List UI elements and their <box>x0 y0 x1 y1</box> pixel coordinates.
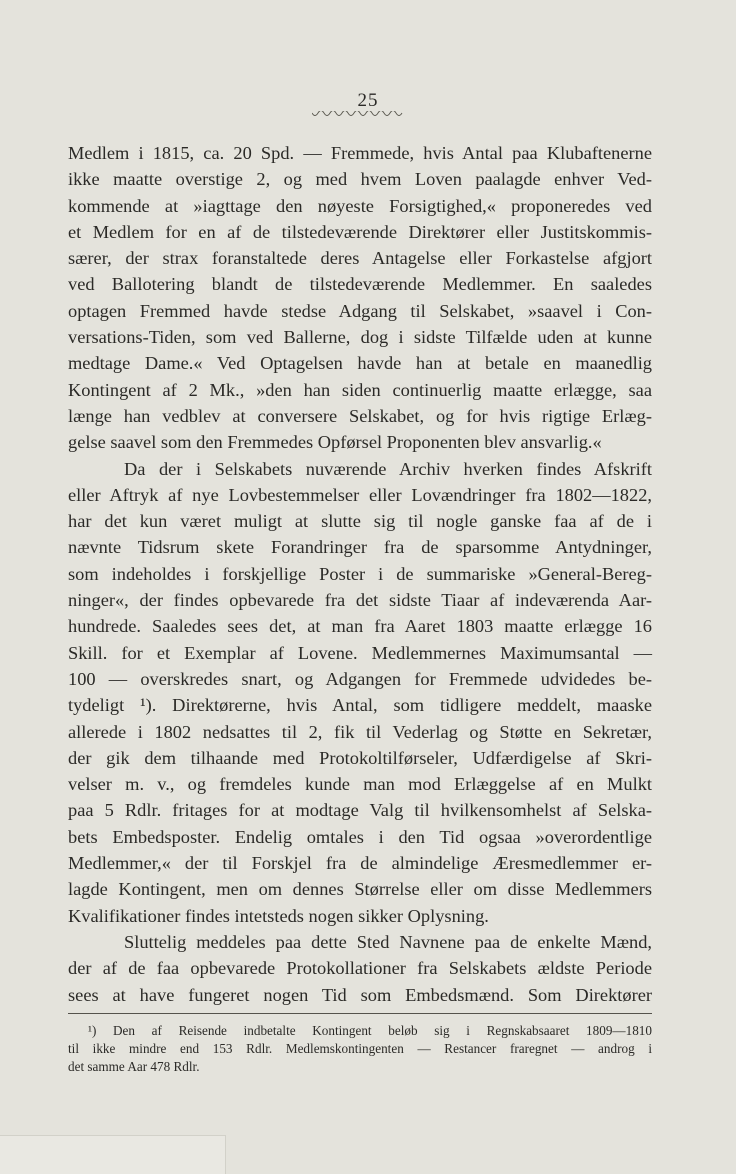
footnote-divider <box>68 1013 652 1014</box>
footnote-line: til ikke mindre end 153 Rdlr. Medlemskontingenten — Restancer fraregnet — androg i <box>68 1041 652 1056</box>
text-line: paa 5 Rdlr. fritages for at modtage Valg til hvilkensomhelst af Selska- <box>68 800 652 821</box>
paper-edge-mark <box>0 1135 226 1174</box>
page-number: 25 <box>357 90 379 111</box>
text-line: Da der i Selskabets nuværende Archiv hverken findes Afskrift <box>124 458 652 479</box>
text-line: gelse saavel som den Fremmedes Opførsel Proponenten blev ansvarlig.« <box>68 432 602 453</box>
footnote-line: det samme Aar 478 Rdlr. <box>68 1059 200 1074</box>
text-line: Sluttelig meddeles paa dette Sted Navnene paa de enkelte Mænd, <box>124 931 652 952</box>
text-line: Kvalifikationer findes intetsteds nogen sikker Oplysning. <box>68 905 489 926</box>
text-line: ved Ballotering blandt de tilstedeværende Medlemmer. En saaledes <box>68 274 652 295</box>
text-line: eller Aftryk af nye Lovbestemmelser eller Lovændringer fra 1802—1822, <box>68 484 652 505</box>
text-line: ikke maatte overstige 2, og med hvem Loven paalagde enhver Ved- <box>68 169 652 190</box>
text-line: versations-Tiden, som ved Ballerne, dog i sidste Tilfælde uden at kunne <box>68 327 652 348</box>
text-line: bets Embedsposter. Endelig omtales i den Tid ogsaa »overordentlige <box>68 826 652 847</box>
paragraph-2 <box>68 456 652 929</box>
text-line: der gik dem tilhaande med Protokoltilførseler, Udfærdigelse af Skri- <box>68 747 652 768</box>
text-line: medtage Dame.« Ved Optagelsen havde han at betale en maanedlig <box>68 353 652 374</box>
text-line: velser m. v., og fremdeles kunde man mod Erlæggelse af en Mulkt <box>68 774 652 795</box>
text-line: optagen Fremmed havde stedse Adgang til Selskabet, »saavel i Con- <box>68 300 652 321</box>
text-line: Skill. for et Exemplar af Lovene. Medlemmernes Maximumsantal — <box>68 642 652 663</box>
text-line: Kontingent af 2 Mk., »den han siden continuerlig maatte erlægge, saa <box>68 379 652 400</box>
text-line: hundrede. Saaledes sees det, at man fra Aaret 1803 maatte erlægge 16 <box>68 616 652 637</box>
text-line: tydeligt ¹). Direktørerne, hvis Antal, som tidligere meddelt, maaske <box>68 695 652 716</box>
footnote-line: ¹) Den af Reisende indbetalte Kontingent beløb sig i Regnskabsaaret 1809—1810 <box>88 1023 652 1038</box>
text-line: har det kun været muligt at slutte sig til nogle ganske faa af de i <box>68 511 652 532</box>
text-line: et Medlem for en af de tilstedeværende Direktører eller Justitskommis- <box>68 221 652 242</box>
text-line: 100 — overskredes snart, og Adgangen for Fremmede udvidedes be- <box>68 668 652 689</box>
wavy-ornament <box>312 111 404 119</box>
paragraph-3 <box>68 929 652 1008</box>
text-line: lagde Kontingent, men om dennes Størrelse eller om disse Medlemmers <box>68 879 652 900</box>
text-line: Medlem i 1815, ca. 20 Spd. — Fremmede, hvis Antal paa Klubaftenerne <box>68 143 652 163</box>
text-line: Medlemmer,« der til Forskjel fra de almindelige Æresmedlemmer er- <box>68 853 652 874</box>
text-line: ninger«, der findes opbevarede fra det sidste Tiaar af indeværenda Aar- <box>68 590 652 611</box>
footnote <box>68 1022 652 1076</box>
text-line: som indeholdes i forskjellige Poster i de summariske »General-Bereg- <box>68 563 652 584</box>
body-text <box>68 140 652 1008</box>
text-line: længe han vedblev at conversere Selskabet, og for hvis rigtige Erlæg- <box>68 405 652 426</box>
text-line: sees at have fungeret nogen Tid som Embedsmænd. Som Direktører <box>68 984 652 1005</box>
text-line: nævnte Tidsrum skete Forandringer fra de sparsomme Antydninger, <box>68 537 652 558</box>
text-line: kommende at »iagttage den nøyeste Forsigtighed,« proponeredes ved <box>68 195 652 216</box>
paragraph-1 <box>68 140 652 456</box>
text-line: særer, der strax foranstaltede deres Antagelse eller Forkastelse afgjort <box>68 248 652 269</box>
text-line: der af de faa opbevarede Protokollationer fra Selskabets ældste Periode <box>68 958 652 979</box>
text-line: allerede i 1802 nedsattes til 2, fik til Vederlag og Støtte en Sekretær, <box>68 721 652 742</box>
